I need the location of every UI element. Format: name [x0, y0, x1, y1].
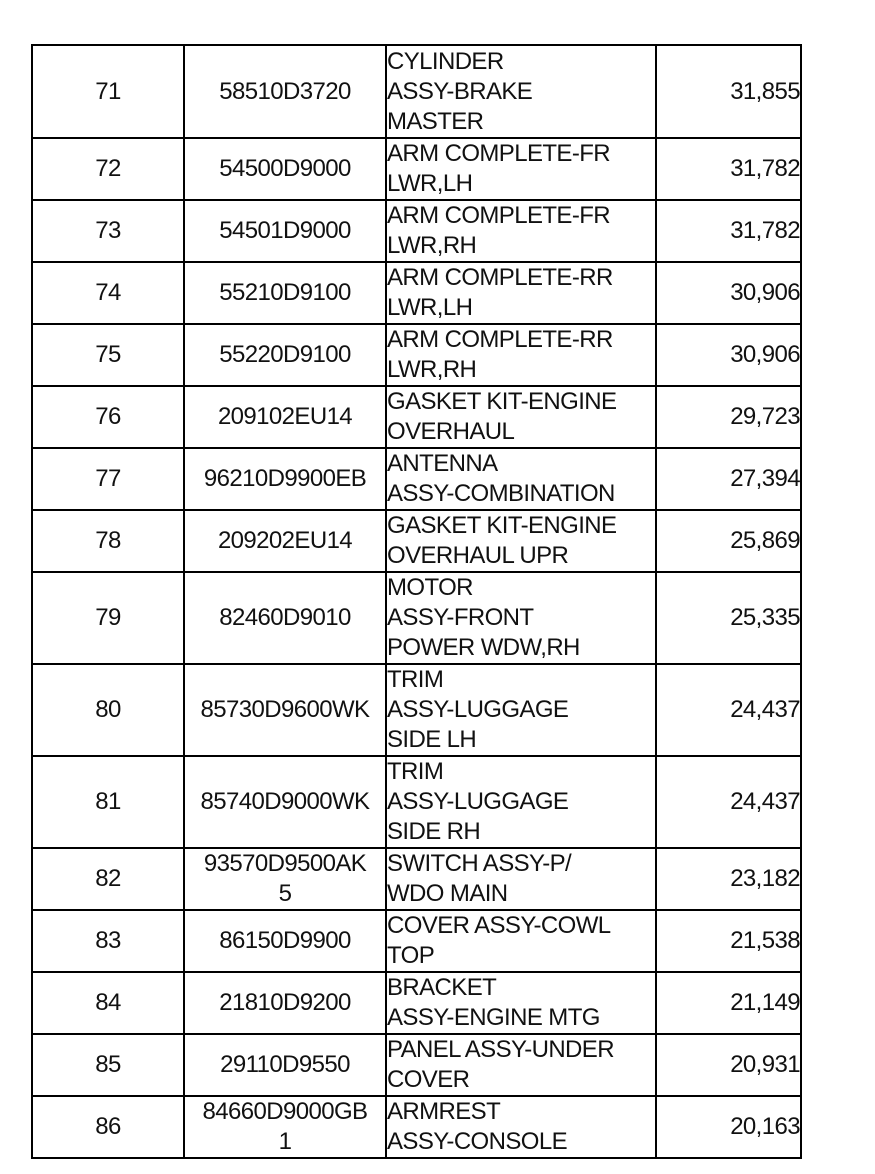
price-cell: 30,906: [656, 324, 801, 386]
row-number-cell: 75: [32, 324, 184, 386]
row-number-cell: 81: [32, 756, 184, 848]
row-number-cell: 80: [32, 664, 184, 756]
row-number-cell: 84: [32, 972, 184, 1034]
part-description-cell: PANEL ASSY-UNDER COVER: [386, 1034, 656, 1096]
part-number-cell: 85730D9600WK: [184, 664, 386, 756]
part-number-cell: 55210D9100: [184, 262, 386, 324]
price-cell: 24,437: [656, 664, 801, 756]
table-row: [32, 510, 801, 572]
table-row: [32, 45, 801, 138]
part-description-cell: MOTOR ASSY-FRONT POWER WDW,RH: [386, 572, 656, 664]
price-cell: 24,437: [656, 756, 801, 848]
row-number-cell: 82: [32, 848, 184, 910]
part-number-cell: 84660D9000GB 1: [184, 1096, 386, 1158]
price-cell: 29,723: [656, 386, 801, 448]
part-description-cell: ARM COMPLETE-RR LWR,LH: [386, 262, 656, 324]
part-description-cell: ARMREST ASSY-CONSOLE: [386, 1096, 656, 1158]
part-number-cell: 21810D9200: [184, 972, 386, 1034]
table-row: [32, 448, 801, 510]
table-row: [32, 972, 801, 1034]
table-row: [32, 572, 801, 664]
part-description-cell: BRACKET ASSY-ENGINE MTG: [386, 972, 656, 1034]
part-number-cell: 54500D9000: [184, 138, 386, 200]
row-number-cell: 73: [32, 200, 184, 262]
table-row: [32, 848, 801, 910]
table-row: [32, 262, 801, 324]
row-number-cell: 78: [32, 510, 184, 572]
price-cell: 20,163: [656, 1096, 801, 1158]
part-number-cell: 85740D9000WK: [184, 756, 386, 848]
part-number-cell: 209102EU14: [184, 386, 386, 448]
part-description-cell: TRIM ASSY-LUGGAGE SIDE LH: [386, 664, 656, 756]
price-cell: 21,149: [656, 972, 801, 1034]
parts-table-body: [32, 45, 801, 1158]
price-cell: 27,394: [656, 448, 801, 510]
part-description-cell: GASKET KIT-ENGINE OVERHAUL UPR: [386, 510, 656, 572]
price-cell: 25,335: [656, 572, 801, 664]
part-number-cell: 96210D9900EB: [184, 448, 386, 510]
part-description-cell: GASKET KIT-ENGINE OVERHAUL: [386, 386, 656, 448]
row-number-cell: 72: [32, 138, 184, 200]
part-description-cell: ARM COMPLETE-FR LWR,LH: [386, 138, 656, 200]
parts-price-table: [31, 44, 802, 1159]
part-number-cell: 86150D9900: [184, 910, 386, 972]
price-cell: 20,931: [656, 1034, 801, 1096]
table-row: [32, 1034, 801, 1096]
table-row: [32, 138, 801, 200]
part-number-cell: 55220D9100: [184, 324, 386, 386]
table-row: [32, 756, 801, 848]
table-row: [32, 1096, 801, 1158]
row-number-cell: 77: [32, 448, 184, 510]
part-description-cell: ARM COMPLETE-RR LWR,RH: [386, 324, 656, 386]
table-row: [32, 324, 801, 386]
price-cell: 25,869: [656, 510, 801, 572]
row-number-cell: 85: [32, 1034, 184, 1096]
price-cell: 30,906: [656, 262, 801, 324]
table-row: [32, 910, 801, 972]
price-cell: 31,782: [656, 200, 801, 262]
table-row: [32, 200, 801, 262]
table-row: [32, 386, 801, 448]
row-number-cell: 79: [32, 572, 184, 664]
part-number-cell: 93570D9500AK 5: [184, 848, 386, 910]
part-description-cell: COVER ASSY-COWL TOP: [386, 910, 656, 972]
price-cell: 31,782: [656, 138, 801, 200]
price-cell: 23,182: [656, 848, 801, 910]
part-number-cell: 58510D3720: [184, 45, 386, 138]
price-cell: 21,538: [656, 910, 801, 972]
row-number-cell: 86: [32, 1096, 184, 1158]
table-row: [32, 664, 801, 756]
row-number-cell: 83: [32, 910, 184, 972]
row-number-cell: 74: [32, 262, 184, 324]
part-number-cell: 209202EU14: [184, 510, 386, 572]
part-description-cell: SWITCH ASSY-P/ WDO MAIN: [386, 848, 656, 910]
row-number-cell: 76: [32, 386, 184, 448]
row-number-cell: 71: [32, 45, 184, 138]
part-description-cell: ANTENNA ASSY-COMBINATION: [386, 448, 656, 510]
part-description-cell: ARM COMPLETE-FR LWR,RH: [386, 200, 656, 262]
part-number-cell: 82460D9010: [184, 572, 386, 664]
part-number-cell: 54501D9000: [184, 200, 386, 262]
part-number-cell: 29110D9550: [184, 1034, 386, 1096]
part-description-cell: TRIM ASSY-LUGGAGE SIDE RH: [386, 756, 656, 848]
price-cell: 31,855: [656, 45, 801, 138]
part-description-cell: CYLINDER ASSY-BRAKE MASTER: [386, 45, 656, 138]
